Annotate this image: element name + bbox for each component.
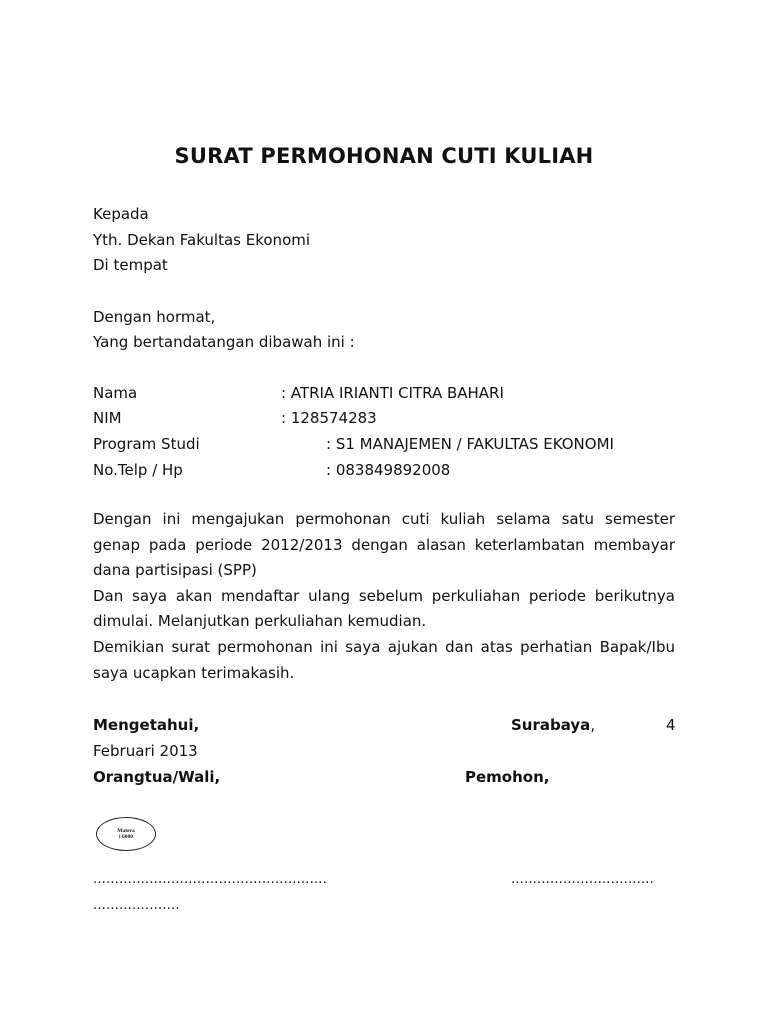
program-label: Program Studi (93, 435, 200, 453)
stamp-line-1: Matera (117, 827, 135, 834)
body-line-2: genap pada periode 2012/2013 dengan alasan keterlambatan membayar (93, 535, 675, 554)
place-date (511, 715, 595, 735)
applicant-label: Pemohon, (465, 768, 550, 786)
body-line-3: dana partisipasi (SPP) (93, 561, 257, 580)
acknowledged-label: Mengetahui, (93, 716, 200, 734)
phone-value: : 083849892008 (326, 461, 451, 479)
greeting-line-2: Yang bertandatangan dibawah ini : (93, 333, 355, 351)
date-day: 4 (666, 716, 676, 734)
recipient-line-3: Di tempat (93, 256, 168, 274)
applicant-signature-line: ................................. (511, 872, 654, 887)
guardian-signature-line: ...................................................... (93, 872, 327, 887)
greeting-line-1: Dengan hormat, (93, 308, 216, 326)
city-comma: , (590, 716, 596, 734)
phone-label: No.Telp / Hp (93, 461, 183, 479)
stamp-seal (96, 817, 156, 851)
letter-title: SURAT PERMOHONAN CUTI KULIAH (174, 144, 594, 168)
name-value: : ATRIA IRIANTI CITRA BAHARI (281, 384, 504, 402)
recipient-line-2: Yth. Dekan Fakultas Ekonomi (93, 231, 311, 249)
letter-body (93, 507, 675, 686)
name-label: Nama (93, 384, 138, 402)
stamp-line-2: i 6000 (119, 834, 133, 840)
nim-label: NIM (93, 409, 122, 427)
body-line-6: Demikian surat permohonan ini saya ajukan dan atas perhatian Bapak/Ibu (93, 637, 675, 656)
nim-value: : 128574283 (281, 409, 377, 427)
body-line-1: Dengan ini mengajukan permohonan cuti kuliah selama satu semester (93, 510, 675, 528)
body-line-5: dimulai. Melanjutkan perkuliahan kemudian. (93, 612, 427, 631)
program-value: : S1 MANAJEMEN / FAKULTAS EKONOMI (326, 435, 614, 453)
date-month-year: Februari 2013 (93, 742, 198, 760)
recipient-line-1: Kepada (93, 205, 149, 223)
guardian-label: Orangtua/Wali, (93, 768, 221, 786)
body-line-4: Dan saya akan mendaftar ulang sebelum perkuliahan periode berikutnya (93, 586, 675, 605)
signature-line-continuation: .................... (93, 898, 180, 913)
body-line-7: saya ucapkan terimakasih. (93, 663, 295, 682)
city: Surabaya (511, 716, 591, 734)
